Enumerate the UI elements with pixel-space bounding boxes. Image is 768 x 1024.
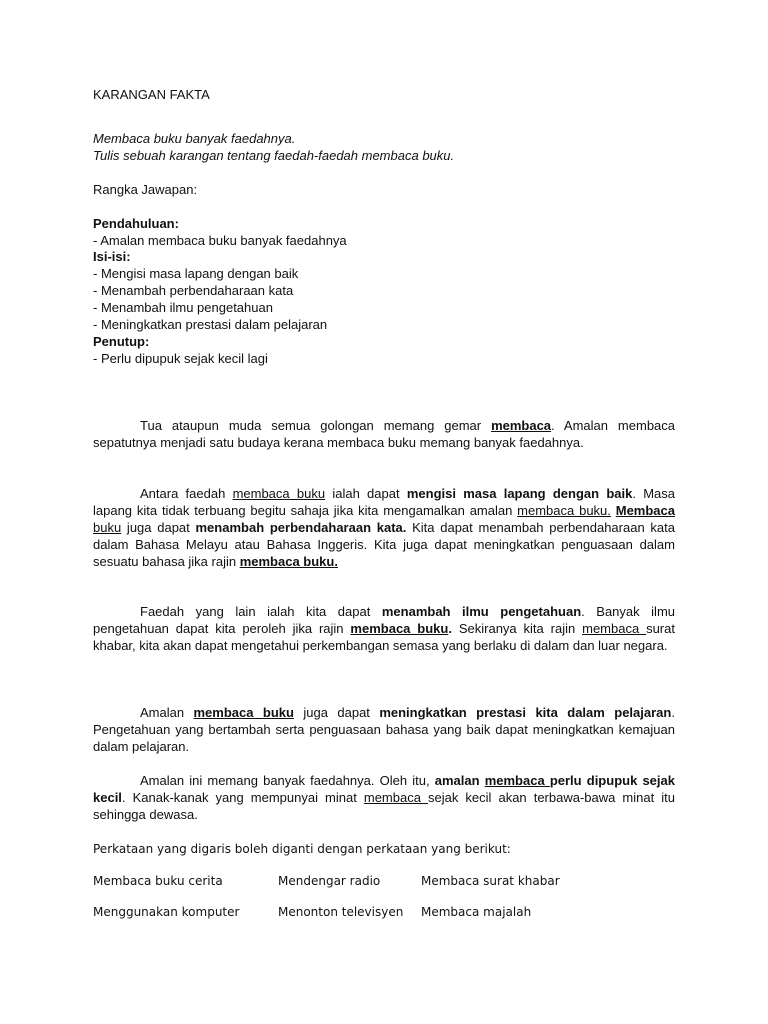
prompt-line-1: Membaca buku banyak faedahnya. xyxy=(93,131,296,146)
alternative-item: Membaca surat khabar xyxy=(421,874,560,888)
keyword-underlined: membaca buku xyxy=(193,705,294,720)
isi-label: Isi-isi: xyxy=(93,249,131,264)
keyword-underlined: membaca buku xyxy=(232,486,326,501)
key-point-bold: meningkatkan prestasi kita dalam pelajaran xyxy=(379,705,672,720)
key-point-bold: perlu dipupuk sejak kecil xyxy=(93,773,675,805)
essay-paragraph-4: Amalan membaca buku juga dapat meningkatkan prestasi kita dalam pelajaran. Pengetahuan yang bertambah serta penguasaan bahasa yang baik dapat meningkatkan kemajuan dalam pelajaran. xyxy=(93,705,675,754)
prompt-line-2: Tulis sebuah karangan tentang faedah-faedah membaca buku. xyxy=(93,148,455,163)
keyword-underlined: Membaca xyxy=(615,503,675,518)
key-point-bold: menambah perbendaharaan kata. xyxy=(195,520,407,535)
keyword-underlined: membaca xyxy=(491,418,552,433)
alternative-item: Menggunakan komputer xyxy=(93,905,240,919)
essay-paragraph-5: Amalan ini memang banyak faedahnya. Oleh itu, amalan membaca perlu dipupuk sejak kecil. Kanak-kanak yang mempunyai minat membaca sejak kecil akan terbawa-bawa minat itu sehingga dewasa. xyxy=(93,773,675,822)
keyword-underlined: membaca xyxy=(484,773,550,788)
pendahuluan-label: Pendahuluan: xyxy=(93,216,179,231)
alternative-item: Membaca buku cerita xyxy=(93,874,223,888)
keyword-underlined: membaca buku. xyxy=(517,503,611,518)
keyword-underlined: membaca buku xyxy=(350,621,449,636)
alternative-item: Mendengar radio xyxy=(278,874,381,888)
isi-item: - Mengisi masa lapang dengan baik xyxy=(93,266,299,281)
alternative-item: Membaca majalah xyxy=(421,905,532,919)
keyword-underlined: membaca buku. xyxy=(239,554,338,569)
keyword-underlined: membaca xyxy=(363,790,428,805)
alternative-item: Menonton televisyen xyxy=(278,905,404,919)
pendahuluan-item: - Amalan membaca buku banyak faedahnya xyxy=(93,233,347,248)
isi-item: - Menambah ilmu pengetahuan xyxy=(93,300,273,315)
penutup-label: Penutup: xyxy=(93,334,150,349)
document-title: KARANGAN FAKTA xyxy=(93,87,210,102)
key-point-bold: menambah ilmu pengetahuan xyxy=(381,604,582,619)
keyword-underlined: buku xyxy=(93,520,122,535)
keyword-underlined: membaca xyxy=(582,621,647,636)
outline-heading: Rangka Jawapan: xyxy=(93,182,198,197)
penutup-item: - Perlu dipupuk sejak kecil lagi xyxy=(93,351,268,366)
essay-paragraph-2: Antara faedah membaca buku ialah dapat mengisi masa lapang dengan baik. Masa lapang kita tidak terbuang begitu sahaja jika kita mengamalkan amalan membaca buku. Membaca buku juga dapat menambah perbendaharaan kata. Kita dapat menambah perbendaharaan kata dalam Bahasa Melayu atau Bahasa Inggeris. Kita juga dapat meningkatkan penguasaan dalam sesuatu bahasa jika rajin membaca buku. xyxy=(93,486,675,569)
key-point-bold: amalan xyxy=(434,773,485,788)
isi-item: - Menambah perbendaharaan kata xyxy=(93,283,294,298)
essay-paragraph-1: Tua ataupun muda semua golongan memang gemar membaca. Amalan membaca sepatutnya menjadi satu budaya kerana membaca buku memang banyak faedahnya. xyxy=(93,418,676,450)
key-point-bold: mengisi masa lapang dengan baik xyxy=(406,486,633,501)
essay-paragraph-3: Faedah yang lain ialah kita dapat menambah ilmu pengetahuan. Banyak ilmu pengetahuan dapat kita peroleh jika rajin membaca buku. Sekiranya kita rajin membaca surat khabar, kita akan dapat mengetahui perkembangan semasa yang berlaku di dalam dan luar negara. xyxy=(93,604,675,653)
replacement-note: Perkataan yang digaris boleh diganti dengan perkataan yang berikut: xyxy=(93,842,511,856)
isi-item: - Meningkatkan prestasi dalam pelajaran xyxy=(93,317,328,332)
